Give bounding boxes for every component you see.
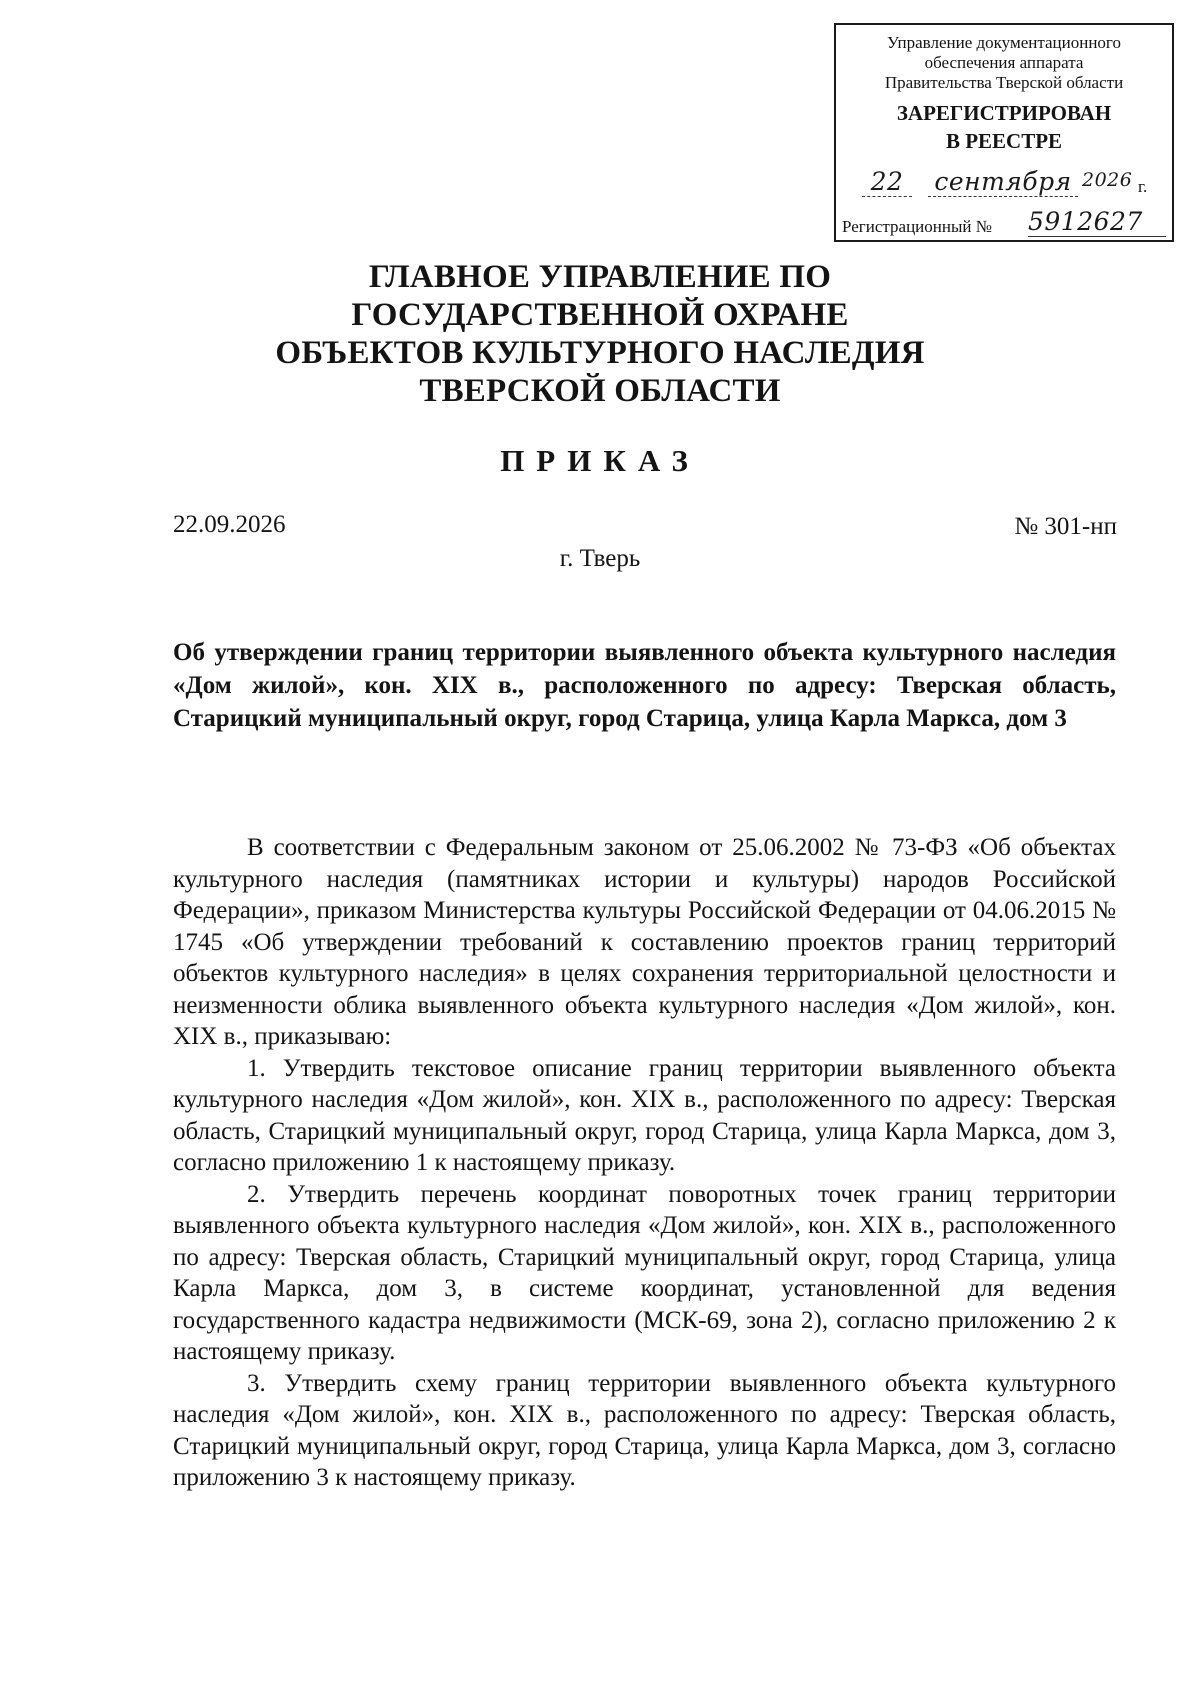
stamp-registered [836,99,1172,155]
stamp-org-line: Правительства Тверской области [884,73,1124,92]
body-preamble: В соответствии с Федеральным законом от 25.06.2002 № 73-ФЗ «Об объектах культурного наследия (памятниках истории и культуры) народов Российской Федерации», приказом Министерства культуры Российской Федерации от 04.06.2015 № 1745 «Об утверждении требований к составлению проектов границ территорий объектов культурного наследия» в целях сохранения территориальной целостности и неизменности облика выявленного объекта культурного наследия «Дом жилой», кон. XIX в., приказываю: [173,834,1116,1050]
document-number: № 301-нп [1014,513,1117,540]
stamp-org-line: обеспечения аппарата [924,53,1084,72]
stamp-year-suffix: г. [1138,177,1148,196]
document-subject: Об утверждении границ территории выявленного объекта культурного наследия «Дом жилой», кон. XIX в., расположенного по адресу: Тверская область, Старицкий муниципальный округ, город Старица, улица Карла Маркса, дом 3 [173,639,1116,732]
document-city: г. Тверь [559,545,641,572]
document-body [173,832,1116,1494]
body-item-3: 3. Утвердить схему границ территории выявленного объекта культурного наследия «Дом жилой», кон. XIX в., расположенного по адресу: Тверская область, Старицкий муниципальный округ, город Старица, улица Карла Маркса, дом 3, согласно приложению 3 к настоящему приказу. [173,1369,1116,1491]
stamp-date-row [836,165,1172,203]
stamp-organization [836,33,1172,93]
stamp-registered-line: В РЕЕСТРЕ [945,129,1063,153]
stamp-month-handwritten: сентября [928,167,1078,197]
stamp-org-line: Управление документационного [887,33,1121,52]
document-type: ПРИКАЗ [500,443,700,478]
agency-title-line: ОБЪЕКТОВ КУЛЬТУРНОГО НАСЛЕДИЯ [275,335,925,371]
stamp-reg-number-handwritten: 5912627 [1028,207,1166,237]
stamp-day-handwritten: 22 [862,167,912,197]
stamp-reg-label: Регистрационный № [842,217,992,236]
stamp-registered-line: ЗАРЕГИСТРИРОВАН [896,101,1112,125]
body-item-1: 1. Утвердить текстовое описание границ территории выявленного объекта культурного наследия «Дом жилой», кон. XIX в., расположенного по адресу: Тверская область, Старицкий муниципальный округ, город Старица, улица Карла Маркса, дом 3, согласно приложению 1 к настоящему приказу. [173,1054,1116,1176]
stamp-year: 2026 [1082,169,1133,191]
agency-title-line: ГОСУДАРСТВЕННОЙ ОХРАНЕ [351,297,849,333]
stamp-regnum-row [836,207,1172,241]
agency-title [150,258,1050,410]
registration-stamp [834,23,1174,242]
agency-title-line: ГЛАВНОЕ УПРАВЛЕНИЕ ПО [368,259,832,295]
body-item-2: 2. Утвердить перечень координат поворотных точек границ территории выявленного объекта культурного наследия «Дом жилой», кон. XIX в., расположенного по адресу: Тверская область, Старицкий муниципальный округ, город Старица, улица Карла Маркса, дом 3, в системе координат, установленной для ведения государственного кадастра недвижимости (МСК-69, зона 2), согласно приложению 2 к настоящему приказу. [173,1180,1116,1365]
document-date: 22.09.2026 [173,511,286,538]
agency-title-line: ТВЕРСКОЙ ОБЛАСТИ [419,373,781,409]
